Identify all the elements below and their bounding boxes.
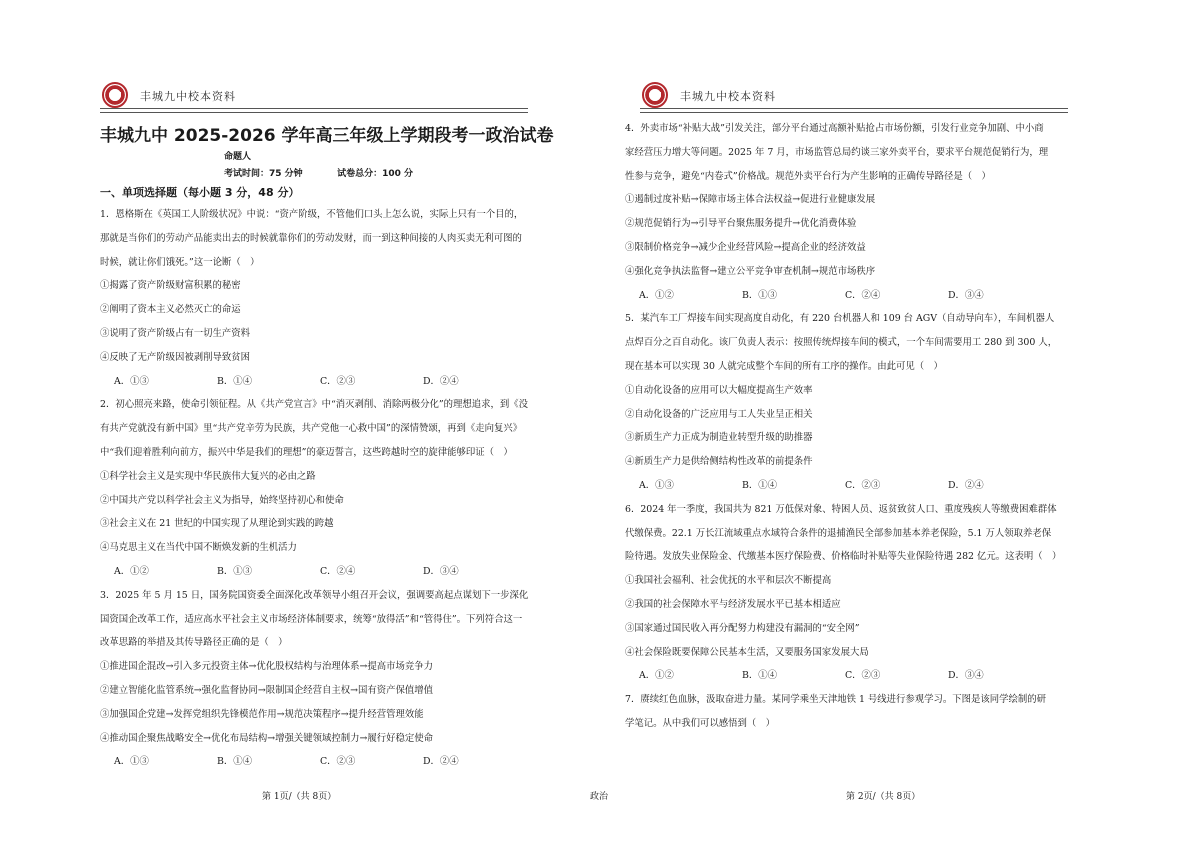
question [100, 584, 582, 774]
answer-choice: B．①④ [742, 479, 778, 491]
statement-option: ④新质生产力是供给侧结构性改革的前提条件 [625, 456, 813, 468]
question [625, 688, 1105, 736]
statement-option: ④反映了无产阶级因被剥削导致贫困 [100, 351, 251, 363]
exam-meta [224, 166, 413, 179]
statement-option: ①遏制过度补贴→保障市场主体合法权益→促进行业健康发展 [625, 194, 876, 206]
header-text: 丰城九中校本资料 [680, 90, 776, 103]
answer-choice: C．②③ [320, 756, 356, 768]
statement-option: ③新质生产力正成为制造业转型升级的助推器 [625, 432, 813, 444]
question-text-line: 7．赓续红色血脉，汲取奋进力量。某同学乘坐天津地铁 1 号线进行参观学习。下图是该同学绘制的研 [625, 694, 1047, 706]
page-number-left: 第 1页/（共 8页） [262, 792, 337, 802]
answer-choice: C．②③ [320, 375, 356, 387]
question-text-line: 1．恩格斯在《英国工人阶级状况》中说：“资产阶级，不管他们口头上怎么说，实际上只有一个目的， [100, 209, 524, 220]
question [625, 117, 1105, 307]
question [100, 393, 582, 583]
question-text-line: 4．外卖市场“补贴大战”引发关注，部分平台通过高额补贴抢占市场份额，引发行业竞争加剧、中小商 [625, 123, 1044, 134]
school-logo-icon [102, 82, 128, 108]
statement-option: ③说明了资产阶级占有一切生产资料 [100, 327, 251, 339]
header-rule [640, 112, 1068, 113]
answer-choice: D．③④ [423, 565, 459, 577]
right-page [600, 0, 1200, 849]
school-logo-icon [642, 82, 668, 108]
setter-label: 命题人 [224, 152, 252, 162]
section-title: 一、单项选择题（每小题 3 分，48 分） [100, 186, 300, 199]
answer-choice: D．②④ [423, 756, 459, 768]
question-text-line: 家经营压力增大等问题。2025 年 7 月，市场监管总局约谈三家外卖平台，要求平台规范促销行为，理 [625, 146, 1049, 158]
statement-option: ④社会保险既要保障公民基本生活，又要服务国家发展大局 [625, 646, 869, 658]
answer-choice: A．①② [114, 565, 149, 577]
question-text-line: 代缴保费。22.1 万长江流域重点水域符合条件的退捕渔民全部参加基本养老保险，5.1 万人领取养老保 [625, 527, 1052, 539]
question-text-line: 5．某汽车工厂焊接车间实现高度自动化，有 220 台机器人和 109 台 AGV（自动导向车），车间机器人 [625, 313, 1055, 325]
answer-choice: A．①② [639, 670, 674, 682]
question-text-line: 学笔记。从中我们可以感悟到（ ） [625, 717, 776, 729]
question-text-line: 3．2025 年 5 月 15 日，国务院国资委全面深化改革领导小组召开会议，强调要高起点谋划下一步深化 [100, 589, 529, 601]
answer-choice: D．②④ [948, 479, 984, 491]
statement-option: ①科学社会主义是实现中华民族伟大复兴的必由之路 [100, 470, 316, 482]
answer-choice: D．③④ [948, 289, 984, 301]
question [625, 307, 1105, 497]
answer-choice: B．①④ [217, 756, 253, 768]
question-text-line: 中“我们迎着胜利向前方，振兴中华是我们的理想”的豪迈誓言，这些跨越时空的旋律能够印证（ ） [100, 446, 513, 458]
answer-choice: C．②③ [845, 670, 881, 682]
statement-option: ②自动化设备的广泛应用与工人失业呈正相关 [625, 408, 813, 420]
statement-option: ②建立智能化监管系统→强化监督协同→限制国企经营自主权→国有资产保值增值 [100, 684, 433, 696]
total-score: 试卷总分：100 分 [337, 169, 414, 179]
answer-choice: C．②③ [845, 479, 881, 491]
page-header [100, 80, 530, 114]
statement-option: ①推进国企混改→引入多元投资主体→优化股权结构与治理体系→提高市场竞争力 [100, 661, 433, 673]
statement-option: ④强化竞争执法监督→建立公平竞争审查机制→规范市场秩序 [625, 265, 876, 277]
answer-choice: B．①③ [742, 289, 778, 301]
statement-option: ②中国共产党以科学社会主义为指导，始终坚持初心和使命 [100, 494, 344, 506]
subject-label: 政治 [590, 792, 609, 802]
answer-choice: B．①④ [217, 375, 253, 387]
statement-option: ①我国社会福利、社会优抚的水平和层次不断提高 [625, 575, 832, 587]
question-text-line: 改革思路的举措及其传导路径正确的是（ ） [100, 637, 288, 649]
statement-option: ③国家通过国民收入再分配努力构建没有漏洞的“安全网” [625, 622, 860, 634]
question-text-line: 2．初心照亮来路，使命引领征程。从《共产党宣言》中“消灭剥削、消除两极分化”的理想追求，到《没 [100, 399, 529, 411]
statement-option: ④马克思主义在当代中国不断焕发新的生机活力 [100, 542, 297, 554]
header-rule [100, 108, 528, 109]
answer-choice: A．①③ [639, 479, 674, 491]
answer-choices [625, 664, 1105, 688]
answer-choices [100, 750, 582, 774]
answer-choice: B．①④ [742, 670, 778, 682]
question-text-line: 那就是当你们的劳动产品能卖出去的时候就靠你们的劳动发财，而一到这种间接的人肉买卖无利可图的 [100, 232, 522, 244]
statement-option: ②我国的社会保障水平与经济发展水平已基本相适应 [625, 598, 841, 610]
question-text-line: 性参与竞争，避免“内卷式”价格战。规范外卖平台行为产生影响的正确传导路径是（ ） [625, 170, 991, 182]
page-number-right: 第 2页/（共 8页） [846, 792, 921, 802]
question-text-line: 国资国企改革工作，适应高水平社会主义市场经济体制要求，统筹“放得活”和“管得住”。下列符合这一 [100, 613, 523, 625]
question-text-line: 有共产党就没有新中国》里“共产党辛劳为民族，共产党他一心救中国”的深情赞颂，再到《走向复兴》 [100, 423, 523, 435]
answer-choice: A．①③ [114, 375, 149, 387]
statement-option: ②规范促销行为→引导平台聚焦服务提升→优化消费体验 [625, 218, 857, 230]
answer-choice: D．③④ [948, 670, 984, 682]
question-text-line: 点焊百分之百自动化。该厂负责人表示：按照传统焊接车间的模式，一个车间需要用工 280 到 300 人， [625, 337, 1058, 349]
header-rule [100, 112, 528, 113]
statement-option: ③社会主义在 21 世纪的中国实现了从理论到实践的跨越 [100, 518, 334, 530]
question-text-line: 现在基本可以实现 30 人就完成整个车间的所有工序的操作。由此可见（ ） [625, 360, 943, 372]
answer-choices [100, 560, 582, 584]
page-header [640, 80, 1070, 114]
answer-choice: A．①② [639, 289, 674, 301]
statement-option: ①揭露了资产阶级财富积累的秘密 [100, 280, 241, 292]
exam-title: 丰城九中 2025-2026 学年高三年级上学期段考一政治试卷 [100, 126, 554, 146]
statement-option: ①自动化设备的应用可以大幅度提高生产效率 [625, 384, 813, 396]
answer-choice: D．②④ [423, 375, 459, 387]
exam-time: 考试时间：75 分钟 [224, 169, 303, 179]
answer-choice: C．②④ [320, 565, 356, 577]
answer-choice: B．①③ [217, 565, 253, 577]
answer-choice: C．②④ [845, 289, 881, 301]
statement-option: ③限制价格竞争→减少企业经营风险→提高企业的经济效益 [625, 241, 866, 253]
statement-option: ③加强国企党建→发挥党组织先锋模范作用→规范决策程序→提升经营管理效能 [100, 708, 424, 720]
left-questions [100, 203, 582, 774]
question-text-line: 险待遇。发放失业保险金、代缴基本医疗保险费、价格临时补贴等失业保险待遇 282 亿元。这表明（ ） [625, 551, 1062, 563]
question-text-line: 时候，就让你们饿死。”这一论断（ ） [100, 256, 260, 268]
answer-choices [625, 284, 1105, 308]
answer-choice: A．①③ [114, 756, 149, 768]
question [625, 498, 1105, 688]
question [100, 203, 582, 393]
statement-option: ④推动国企聚焦战略安全→优化布局结构→增强关键领域控制力→履行好稳定使命 [100, 732, 433, 744]
answer-choices [100, 370, 582, 394]
question-text-line: 6．2024 年一季度，我国共为 821 万低保对象、特困人员、返贫致贫人口、重度残疾人等缴费困难群体 [625, 503, 1057, 515]
header-text: 丰城九中校本资料 [140, 90, 236, 103]
header-rule [640, 108, 1068, 109]
answer-choices [625, 474, 1105, 498]
statement-option: ②阐明了资本主义必然灭亡的命运 [100, 304, 241, 316]
right-questions [625, 117, 1105, 736]
